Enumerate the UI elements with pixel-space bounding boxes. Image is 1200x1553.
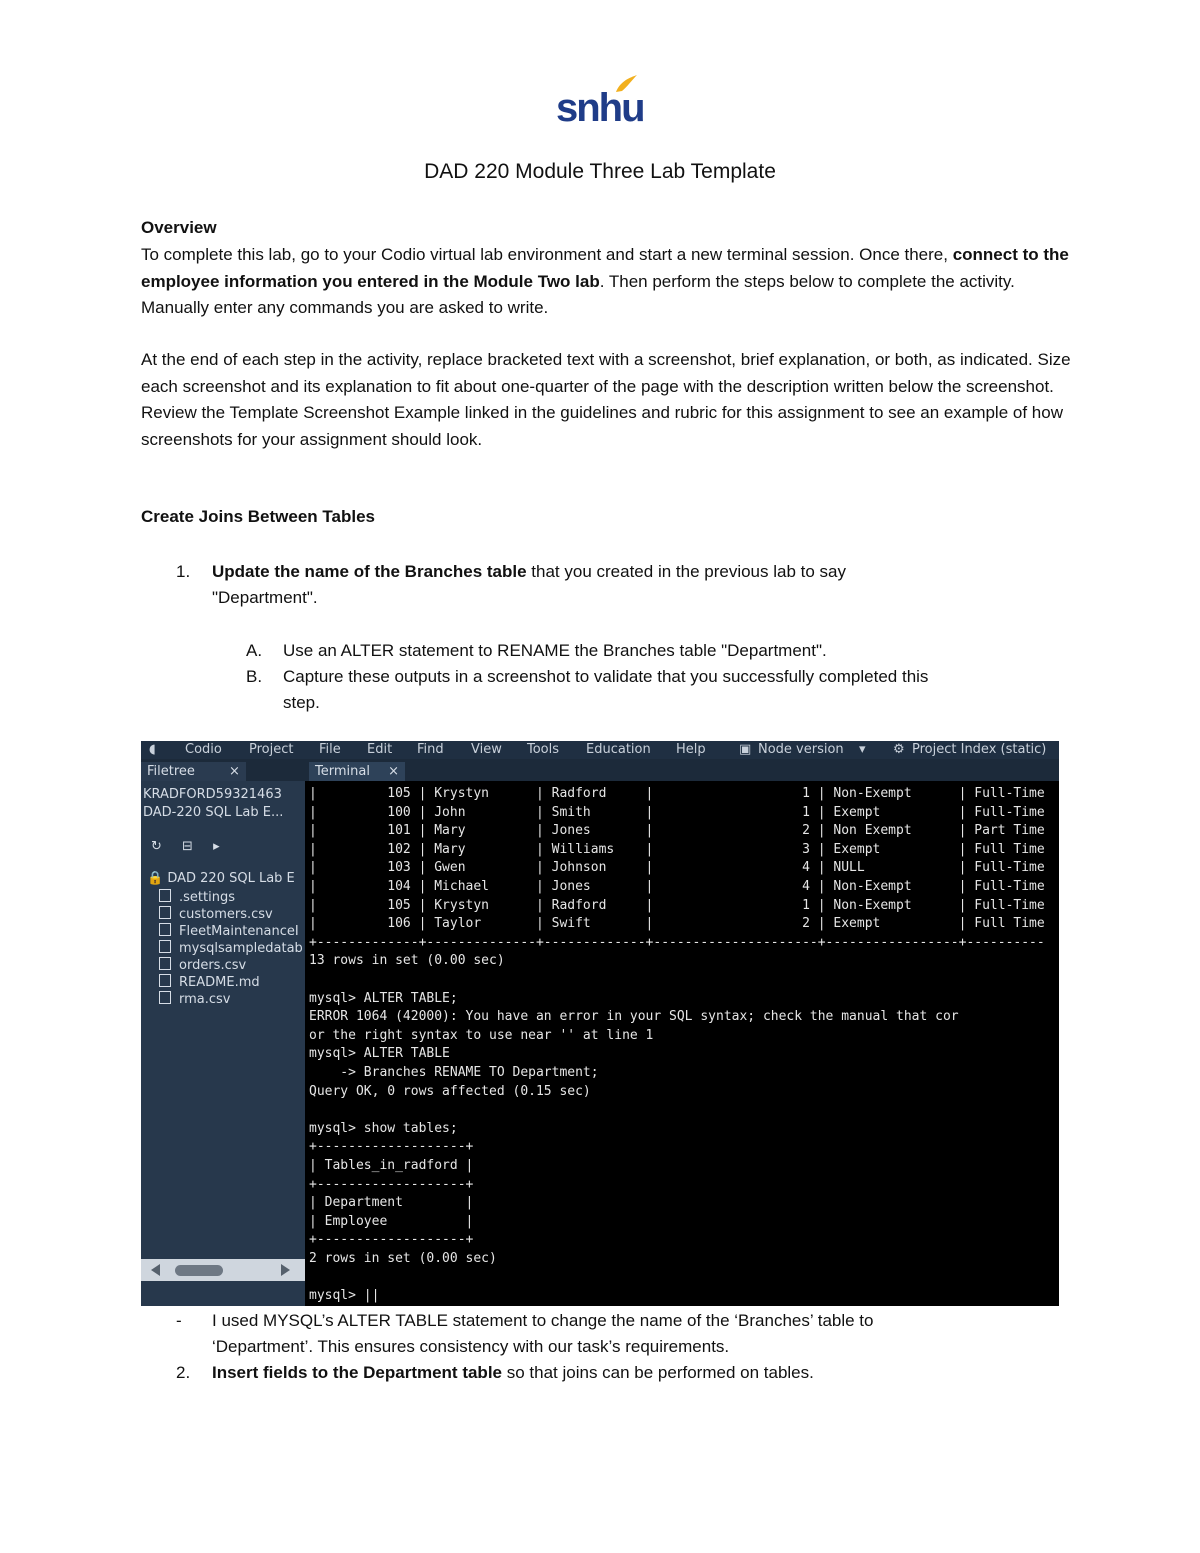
file-label: FleetMaintenanceI bbox=[179, 924, 299, 939]
terminal-line: mysql> ALTER TABLE; bbox=[309, 990, 458, 1006]
terminal-line: 2 rows in set (0.00 sec) bbox=[309, 1251, 497, 1266]
step1a-text: Use an ALTER statement to RENAME the Branches table "Department". bbox=[283, 641, 827, 660]
terminal-output[interactable] bbox=[307, 781, 1059, 1306]
folder-item[interactable] bbox=[147, 871, 295, 886]
step1a-label: A. bbox=[246, 641, 263, 660]
file-icon bbox=[159, 974, 171, 987]
terminal-line: | 105 | Krystyn | Radford | 1 | Non-Exempt | Full-Time bbox=[309, 897, 1045, 913]
file-item[interactable] bbox=[159, 974, 260, 990]
file-item[interactable] bbox=[159, 906, 273, 922]
step1-number: 1. bbox=[176, 562, 191, 581]
filetree-toolbar bbox=[151, 839, 220, 854]
step1-rest: that you created in the previous lab to say bbox=[526, 562, 846, 581]
scroll-right-icon[interactable] bbox=[281, 1264, 290, 1276]
file-item[interactable] bbox=[159, 991, 231, 1007]
file-icon bbox=[159, 923, 171, 936]
menu-project[interactable]: Project bbox=[249, 742, 294, 757]
project-id: KRADFORD59321463 bbox=[143, 787, 282, 802]
file-icon bbox=[159, 940, 171, 953]
node-version-icon: ▣ bbox=[739, 742, 752, 757]
snhu-logo bbox=[556, 74, 644, 132]
overview-text-c: . Then perform the steps below to complete the activity. Manually enter any commands you are asked to write. bbox=[141, 271, 1015, 317]
collapse-icon[interactable]: ⊟ bbox=[182, 839, 193, 854]
menu-tools[interactable]: Tools bbox=[527, 742, 560, 757]
file-icon bbox=[159, 991, 171, 1004]
step1b-text: Capture these outputs in a screenshot to validate that you successfully completed this bbox=[283, 667, 929, 686]
terminal-line: 13 rows in set (0.00 sec) bbox=[309, 953, 505, 969]
explain-line2: ‘Department’. This ensures consistency with our task’s requirements. bbox=[212, 1337, 730, 1356]
file-item[interactable] bbox=[159, 889, 235, 905]
tab-row bbox=[141, 759, 1059, 781]
terminal-line: | 102 | Mary | Williams | 3 | Exempt | Full Time bbox=[309, 841, 1045, 857]
chevron-down-icon: ▾ bbox=[859, 742, 866, 757]
file-label: mysqlsampledatab bbox=[179, 941, 303, 956]
terminal-line: ERROR 1064 (42000): You have an error in your SQL syntax; check the manual that cor bbox=[309, 1009, 959, 1025]
menu-file[interactable]: File bbox=[319, 742, 341, 757]
step2-rest: so that joins can be performed on tables. bbox=[502, 1363, 814, 1382]
overview-paragraph-1 bbox=[141, 242, 1071, 322]
terminal-line: | Tables_in_radford | bbox=[309, 1158, 474, 1173]
tab-filetree[interactable] bbox=[141, 762, 246, 781]
codio-logo-icon: ◖ bbox=[149, 742, 156, 757]
explain-line1: I used MYSQL’s ALTER TABLE statement to change the name of the ‘Branches’ table to bbox=[212, 1311, 874, 1330]
step1b-text-line2: step. bbox=[283, 693, 320, 712]
terminal-line: or the right syntax to use near '' at line 1 bbox=[309, 1027, 654, 1043]
explain-dash: - bbox=[176, 1311, 182, 1330]
terminal-line: Query OK, 0 rows affected (0.15 sec) bbox=[309, 1083, 591, 1099]
terminal-line: mysql> show tables; bbox=[309, 1120, 458, 1136]
node-version-dropdown[interactable]: Node version bbox=[758, 742, 844, 757]
menu-education[interactable]: Education bbox=[586, 742, 651, 757]
page-title: DAD 220 Module Three Lab Template bbox=[424, 160, 776, 183]
terminal-line: | Employee | bbox=[309, 1213, 474, 1229]
filetree-sidebar bbox=[141, 781, 305, 1306]
section-heading: Create Joins Between Tables bbox=[141, 507, 375, 526]
terminal-line: | 100 | John | Smith | 1 | Exempt | Full-Time bbox=[309, 804, 1045, 820]
terminal-line: +-------------+--------------+-------------+---------------------+-----------------+---------- bbox=[309, 934, 1045, 950]
tab-terminal-label: Terminal bbox=[315, 764, 370, 779]
file-label: rma.csv bbox=[179, 992, 231, 1007]
close-icon[interactable]: × bbox=[229, 764, 240, 779]
file-label: customers.csv bbox=[179, 907, 273, 922]
scrollbar-thumb[interactable] bbox=[175, 1265, 223, 1276]
logo-wordmark: snhu bbox=[556, 86, 644, 130]
terminal-line: mysql> || bbox=[309, 1288, 380, 1304]
terminal-screenshot bbox=[141, 741, 1059, 1306]
refresh-icon[interactable]: ↻ bbox=[151, 839, 162, 854]
file-item[interactable] bbox=[159, 923, 299, 939]
folder-label: DAD 220 SQL Lab E bbox=[167, 871, 295, 886]
codio-menubar bbox=[141, 741, 1059, 759]
file-label: orders.csv bbox=[179, 958, 247, 973]
gear-icon: ⚙ bbox=[893, 742, 905, 757]
terminal-line: | 104 | Michael | Jones | 4 | Non-Exempt | Full-Time bbox=[309, 879, 1045, 894]
file-icon bbox=[159, 906, 171, 919]
menu-find[interactable]: Find bbox=[417, 742, 444, 757]
menu-view[interactable]: View bbox=[471, 742, 502, 757]
step1-text-line2: "Department". bbox=[212, 588, 318, 607]
terminal-line: | Department | bbox=[309, 1195, 474, 1211]
file-icon bbox=[159, 889, 171, 902]
file-item[interactable] bbox=[159, 957, 246, 973]
overview-paragraph-2: At the end of each step in the activity, replace bracketed text with a screenshot, brief explanation, or both, as indicated. Size each screenshot and its explanation to fit about one-quarter of the page with the description written below the screenshot. Review the Template Screenshot Example linked in the guidelines and rubric for this assignment to see an example of how screenshots for your assignment should look. bbox=[141, 350, 1071, 449]
file-label: .settings bbox=[179, 890, 235, 905]
step1b-label: B. bbox=[246, 667, 263, 686]
terminal-line: -> Branches RENAME TO Department; bbox=[309, 1065, 599, 1080]
step1-bold: Update the name of the Branches table bbox=[212, 562, 527, 581]
file-item[interactable] bbox=[159, 940, 303, 956]
scroll-left-icon[interactable] bbox=[151, 1264, 160, 1276]
play-icon[interactable]: ▸ bbox=[213, 839, 220, 854]
step2-bold: Insert fields to the Department table bbox=[212, 1363, 502, 1382]
terminal-line: +-------------------+ bbox=[309, 1139, 474, 1155]
menu-edit[interactable]: Edit bbox=[367, 742, 393, 757]
lock-icon: 🔒 bbox=[147, 871, 164, 886]
step2-number: 2. bbox=[176, 1363, 191, 1382]
project-index-button[interactable]: Project Index (static) bbox=[912, 742, 1047, 757]
terminal-line: mysql> ALTER TABLE bbox=[309, 1046, 450, 1062]
terminal-line: | 105 | Krystyn | Radford | 1 | Non-Exempt | Full-Time bbox=[309, 786, 1045, 801]
terminal-line: | 103 | Gwen | Johnson | 4 | NULL | Full-Time bbox=[309, 860, 1045, 876]
terminal-line: | 101 | Mary | Jones | 2 | Non Exempt | Part Time bbox=[309, 823, 1045, 839]
close-icon[interactable]: × bbox=[388, 764, 399, 779]
step1-text bbox=[212, 559, 846, 586]
file-label: README.md bbox=[179, 975, 260, 990]
step2-text bbox=[212, 1360, 814, 1387]
overview-heading: Overview bbox=[141, 218, 217, 237]
terminal-line: +-------------------+ bbox=[309, 1232, 474, 1248]
file-icon bbox=[159, 957, 171, 970]
menu-help[interactable]: Help bbox=[676, 742, 706, 757]
horizontal-scrollbar[interactable] bbox=[141, 1259, 305, 1281]
project-name[interactable]: DAD-220 SQL Lab E... bbox=[143, 805, 284, 820]
tab-filetree-label: Filetree bbox=[147, 764, 195, 779]
overview-text-a: To complete this lab, go to your Codio virtual lab environment and start a new terminal session. Once there, bbox=[141, 245, 953, 264]
terminal-line: | 106 | Taylor | Swift | 2 | Exempt | Full Time bbox=[309, 916, 1045, 932]
terminal-line: +-------------------+ bbox=[309, 1176, 474, 1192]
tab-terminal[interactable] bbox=[309, 762, 405, 781]
overview-text-bold: connect to the employee information you entered in the Module Two lab bbox=[141, 245, 1069, 291]
menu-codio[interactable]: Codio bbox=[185, 742, 222, 757]
